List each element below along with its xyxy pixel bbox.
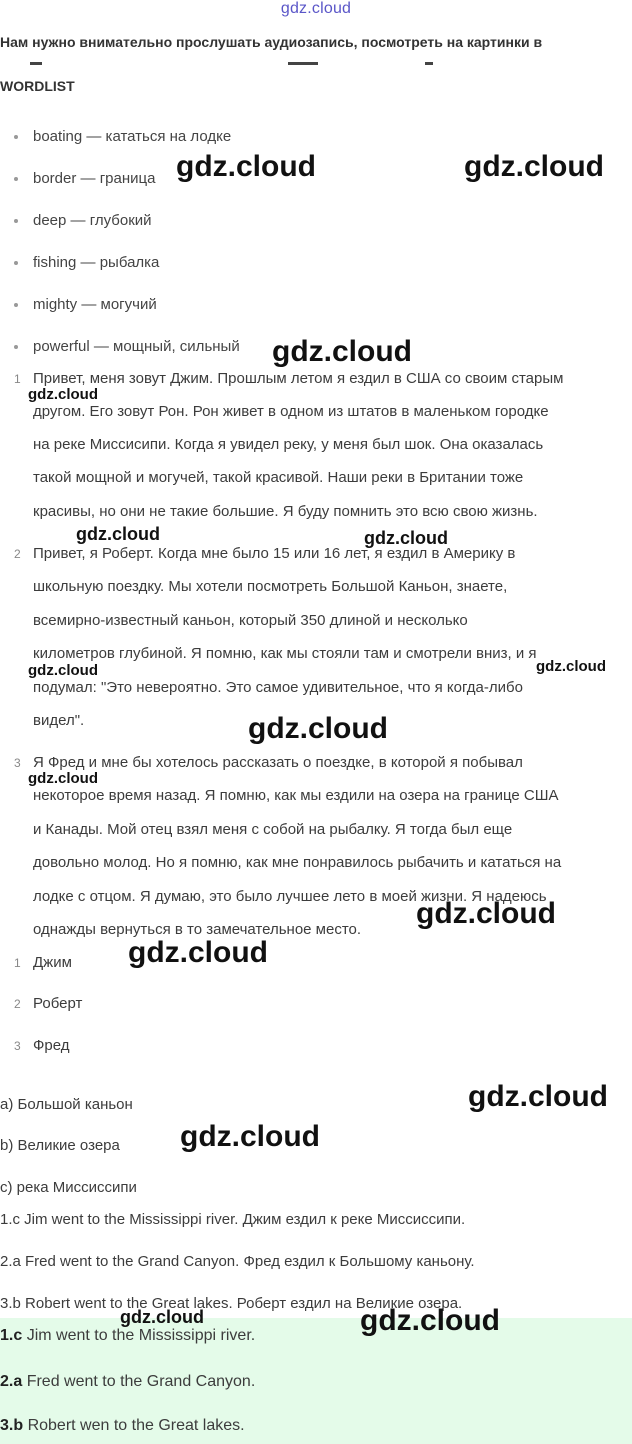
paragraph-line: подумал: "Это невероятно. Это самое удивительное, что я когда-либо bbox=[33, 679, 523, 696]
watermark-text: gdz.cloud bbox=[76, 524, 160, 544]
paragraph-line: однажды вернуться в то замечательное место. bbox=[33, 921, 362, 938]
watermark-text: gdz.cloud bbox=[272, 335, 412, 368]
list-item: a) Большой каньон bbox=[0, 1096, 133, 1113]
paragraph-line: такой мощной и могучей, такой красивой. Наши реки в Британии тоже bbox=[33, 469, 524, 486]
paragraph-line: всемирно-известный каньон, который 350 длиной и несколько bbox=[33, 612, 468, 629]
bullet-icon bbox=[14, 177, 18, 181]
bullet-icon bbox=[14, 261, 18, 265]
paragraph-line: другом. Его зовут Рон. Рон живет в одном из штатов в маленьком городке bbox=[33, 403, 549, 420]
paragraph-line: лодке с отцом. Я думаю, это было лучшее лето в моей жизни. Я надеюсь bbox=[33, 888, 547, 905]
bullet-icon bbox=[14, 303, 18, 307]
paragraph-line: видел". bbox=[33, 712, 85, 729]
wordlist-heading: WORDLIST bbox=[0, 78, 75, 94]
watermark-text: gdz.cloud bbox=[28, 770, 98, 787]
list-item: 2.a Fred went to the Grand Canyon. Фред ездил к Большому каньону. bbox=[0, 1253, 475, 1270]
paragraph-line: на реке Миссисипи. Когда я увидел реку, у меня был шок. Она оказалась bbox=[33, 436, 544, 453]
paragraph-number: 3 bbox=[14, 756, 21, 770]
watermark-text: gdz.cloud bbox=[28, 662, 98, 679]
watermark-text: gdz.cloud bbox=[128, 936, 268, 969]
watermark-text: gdz.cloud bbox=[248, 712, 388, 745]
list-item: b) Великие озера bbox=[0, 1137, 120, 1154]
watermark-text: gdz.cloud bbox=[464, 150, 604, 183]
bullet-icon bbox=[14, 135, 18, 139]
paragraph-line: километров глубиной. Я помню, как мы стояли там и смотрели вниз, и я bbox=[33, 645, 537, 662]
instruction-text: Нам нужно внимательно прослушать аудиозапись, посмотреть на картинки в bbox=[0, 34, 543, 50]
paragraph-line: красивы, но они не такие большие. Я буду помнить это всю свою жизнь. bbox=[33, 503, 538, 520]
top-watermark: gdz.cloud bbox=[280, 0, 352, 17]
watermark-text: gdz.cloud bbox=[536, 658, 606, 675]
bullet-icon bbox=[14, 219, 18, 223]
paragraph-line: школьную поездку. Мы хотели посмотреть Большой Каньон, знаете, bbox=[33, 578, 508, 595]
paragraph-number: 2 bbox=[14, 547, 21, 561]
list-item: 1.c Jim went to the Mississippi river. Джим ездил к реке Миссиссипи. bbox=[0, 1211, 466, 1228]
paragraph-line: и Канады. Мой отец взял меня с собой на рыбалку. Я тогда был еще bbox=[33, 821, 513, 838]
paragraph-line: довольно молод. Но я помню, как мне понравилось рыбачить и кататься на bbox=[33, 854, 562, 871]
paragraph-number: 1 bbox=[14, 372, 21, 386]
paragraph-line: Привет, меня зовут Джим. Прошлым летом я ездил в США со своим старым bbox=[33, 370, 564, 387]
paragraph-line: Я Фред и мне бы хотелось рассказать о поездке, в которой я побывал bbox=[33, 754, 523, 771]
list-item: 3.b Robert went to the Great lakes. Роберт ездил на Великие озера. bbox=[0, 1295, 463, 1312]
watermark-text: gdz.cloud bbox=[120, 1307, 204, 1327]
watermark-text: gdz.cloud bbox=[28, 386, 98, 403]
cut-off-text-line bbox=[0, 62, 632, 68]
watermark-text: gdz.cloud bbox=[416, 897, 556, 930]
paragraph-line: некоторое время назад. Я помню, как мы ездили на озера на границе США bbox=[33, 787, 559, 804]
watermark-text: gdz.cloud bbox=[360, 1304, 500, 1337]
answer-line: 2.a Fred went to the Grand Canyon. bbox=[0, 1373, 256, 1390]
watermark-text: gdz.cloud bbox=[364, 528, 448, 548]
watermark-text: gdz.cloud bbox=[180, 1120, 320, 1153]
watermark-text: gdz.cloud bbox=[176, 150, 316, 183]
watermark-text: gdz.cloud bbox=[468, 1080, 608, 1113]
answer-line: 3.b Robert wen to the Great lakes. bbox=[0, 1417, 245, 1434]
paragraph-line: Привет, я Роберт. Когда мне было 15 или 16 лет, я ездил в Америку в bbox=[33, 545, 516, 562]
bullet-icon bbox=[14, 345, 18, 349]
answer-box bbox=[0, 1318, 632, 1444]
list-item: c) река Миссиссипи bbox=[0, 1179, 137, 1196]
answer-line: 1.c Jim went to the Mississippi river. bbox=[0, 1327, 256, 1344]
